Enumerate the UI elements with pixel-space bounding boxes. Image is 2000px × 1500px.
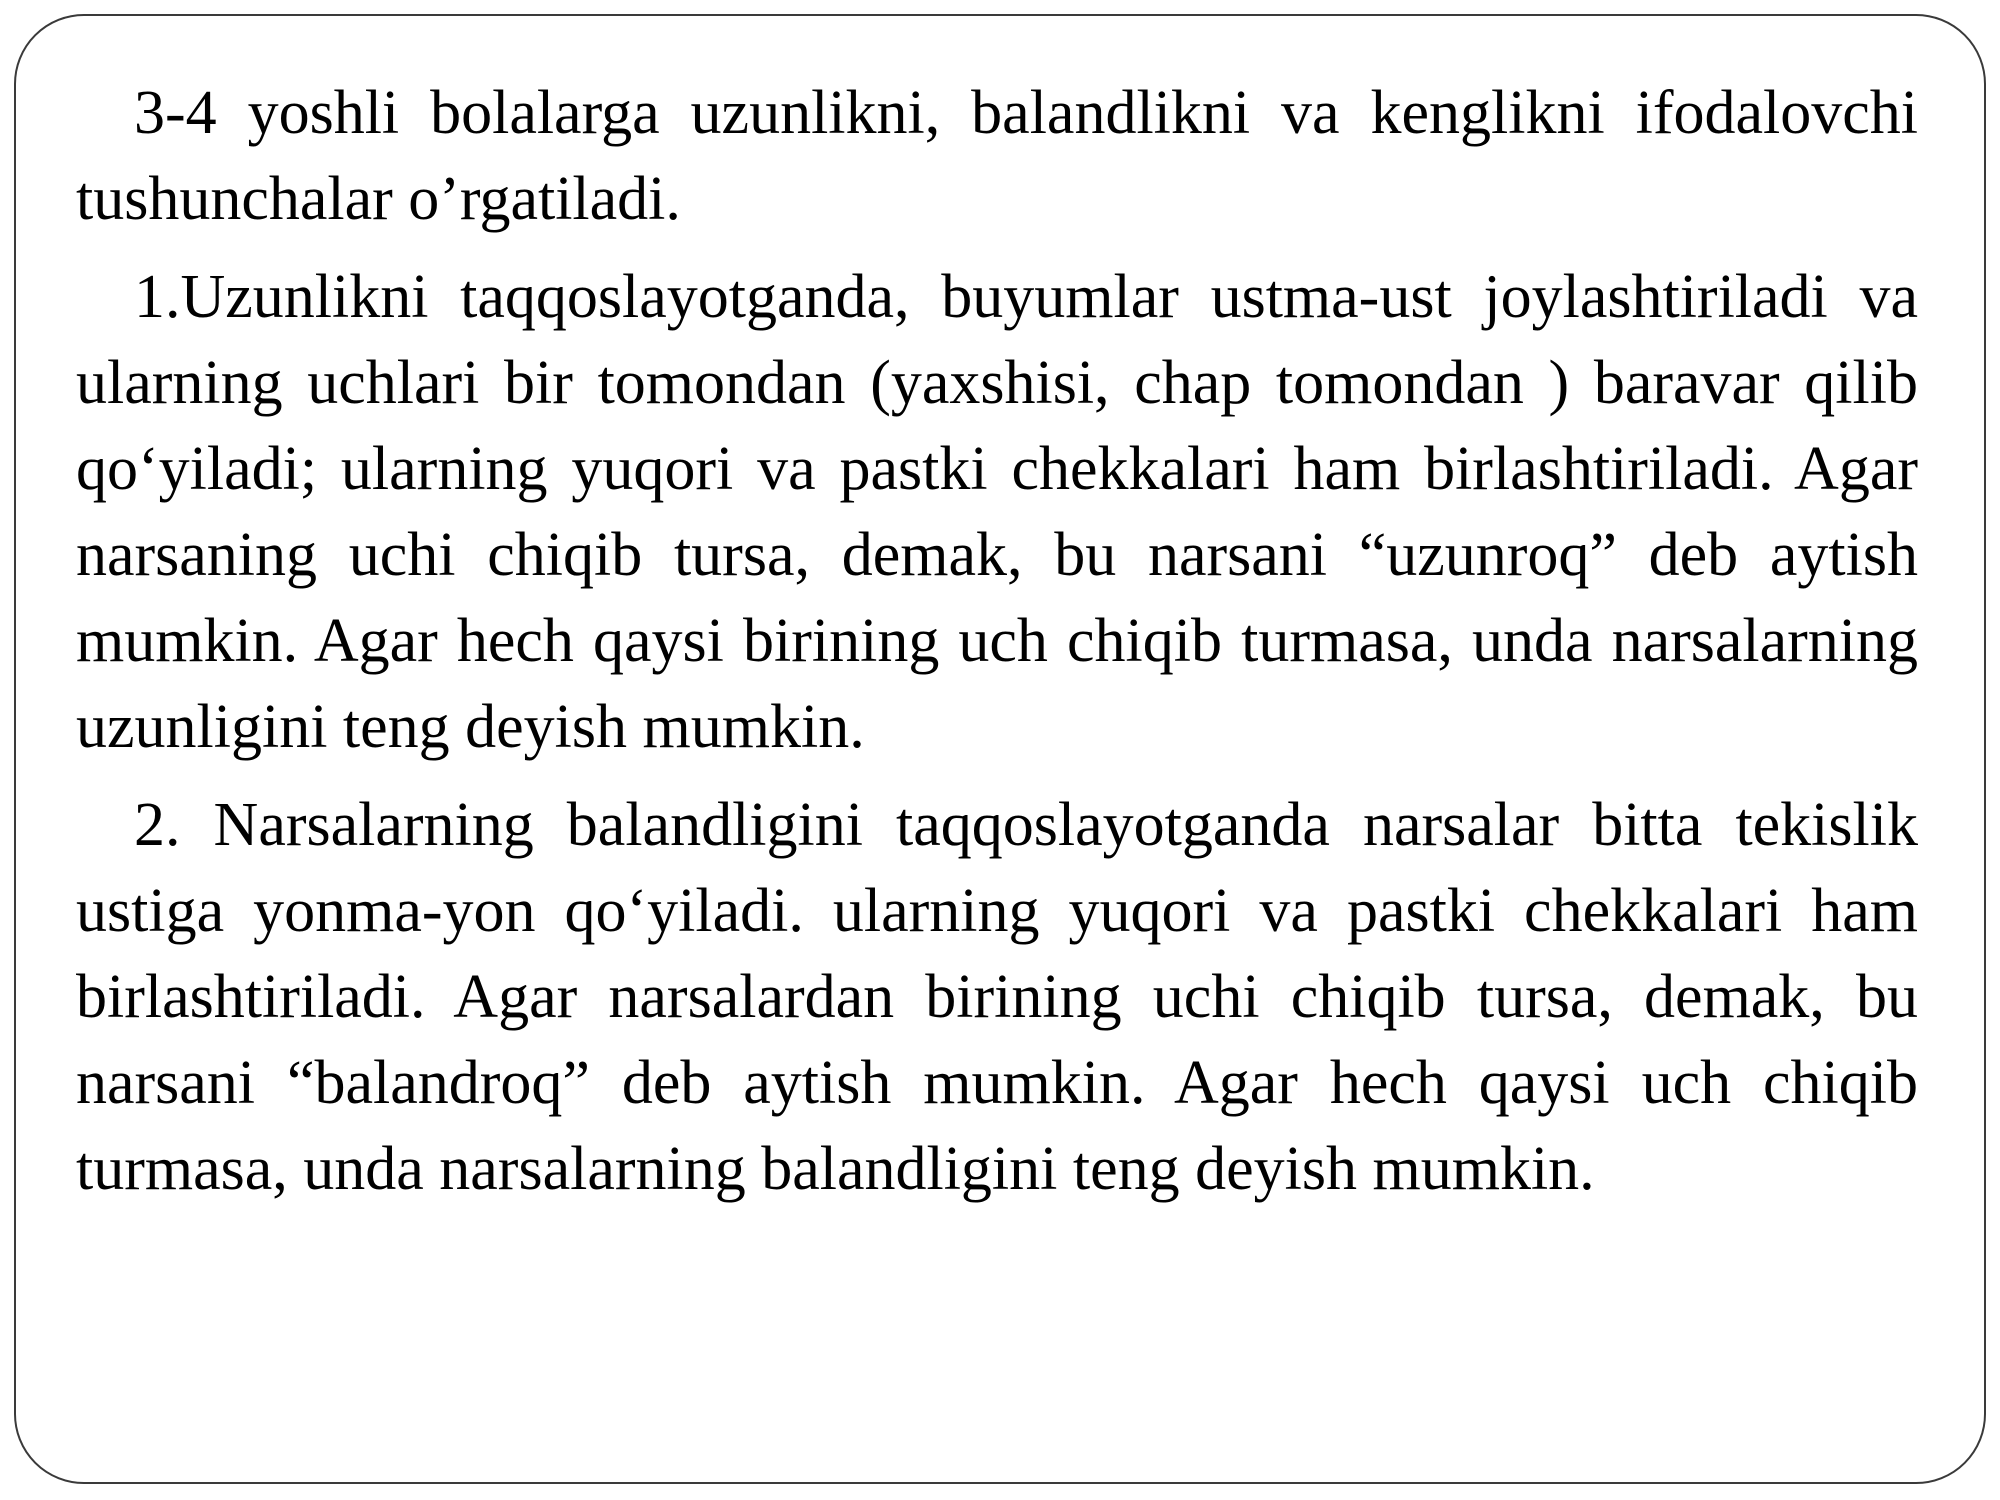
slide-text-body <box>76 70 1918 1224</box>
paragraph-height-comparison: 2. Narsalarning balandligini taqqoslayotganda narsalar bitta tekislik ustiga yonma-yon qo‘yiladi. ularning yuqori va pastki chekkalari ham birlashtiriladi. Agar narsalardan birining uchi chiqib tursa, demak, bu narsani “balandroq” deb aytish mumkin. Agar hech qaysi uch chiqib turmasa, unda narsalarning balandligini teng deyish mumkin. <box>76 791 1918 1203</box>
paragraph-intro: 3-4 yoshli bolalarga uzunlikni, balandlikni va kenglikni ifodalovchi tushunchalar o’rgatiladi. <box>76 79 1918 233</box>
paragraph-length-comparison: 1.Uzunlikni taqqoslayotganda, buyumlar ustma-ust joylashtiriladi va ularning uchlari bir tomondan (yaxshisi, chap tomondan ) baravar qilib qo‘yiladi; ularning yuqori va pastki chekkalari ham birlashtiriladi. Agar narsaning uchi chiqib tursa, demak, bu narsani “uzunroq” deb aytish mumkin. Agar hech qaysi birining uch chiqib turmasa, unda narsalarning uzunligini teng deyish mumkin. <box>76 263 1918 761</box>
